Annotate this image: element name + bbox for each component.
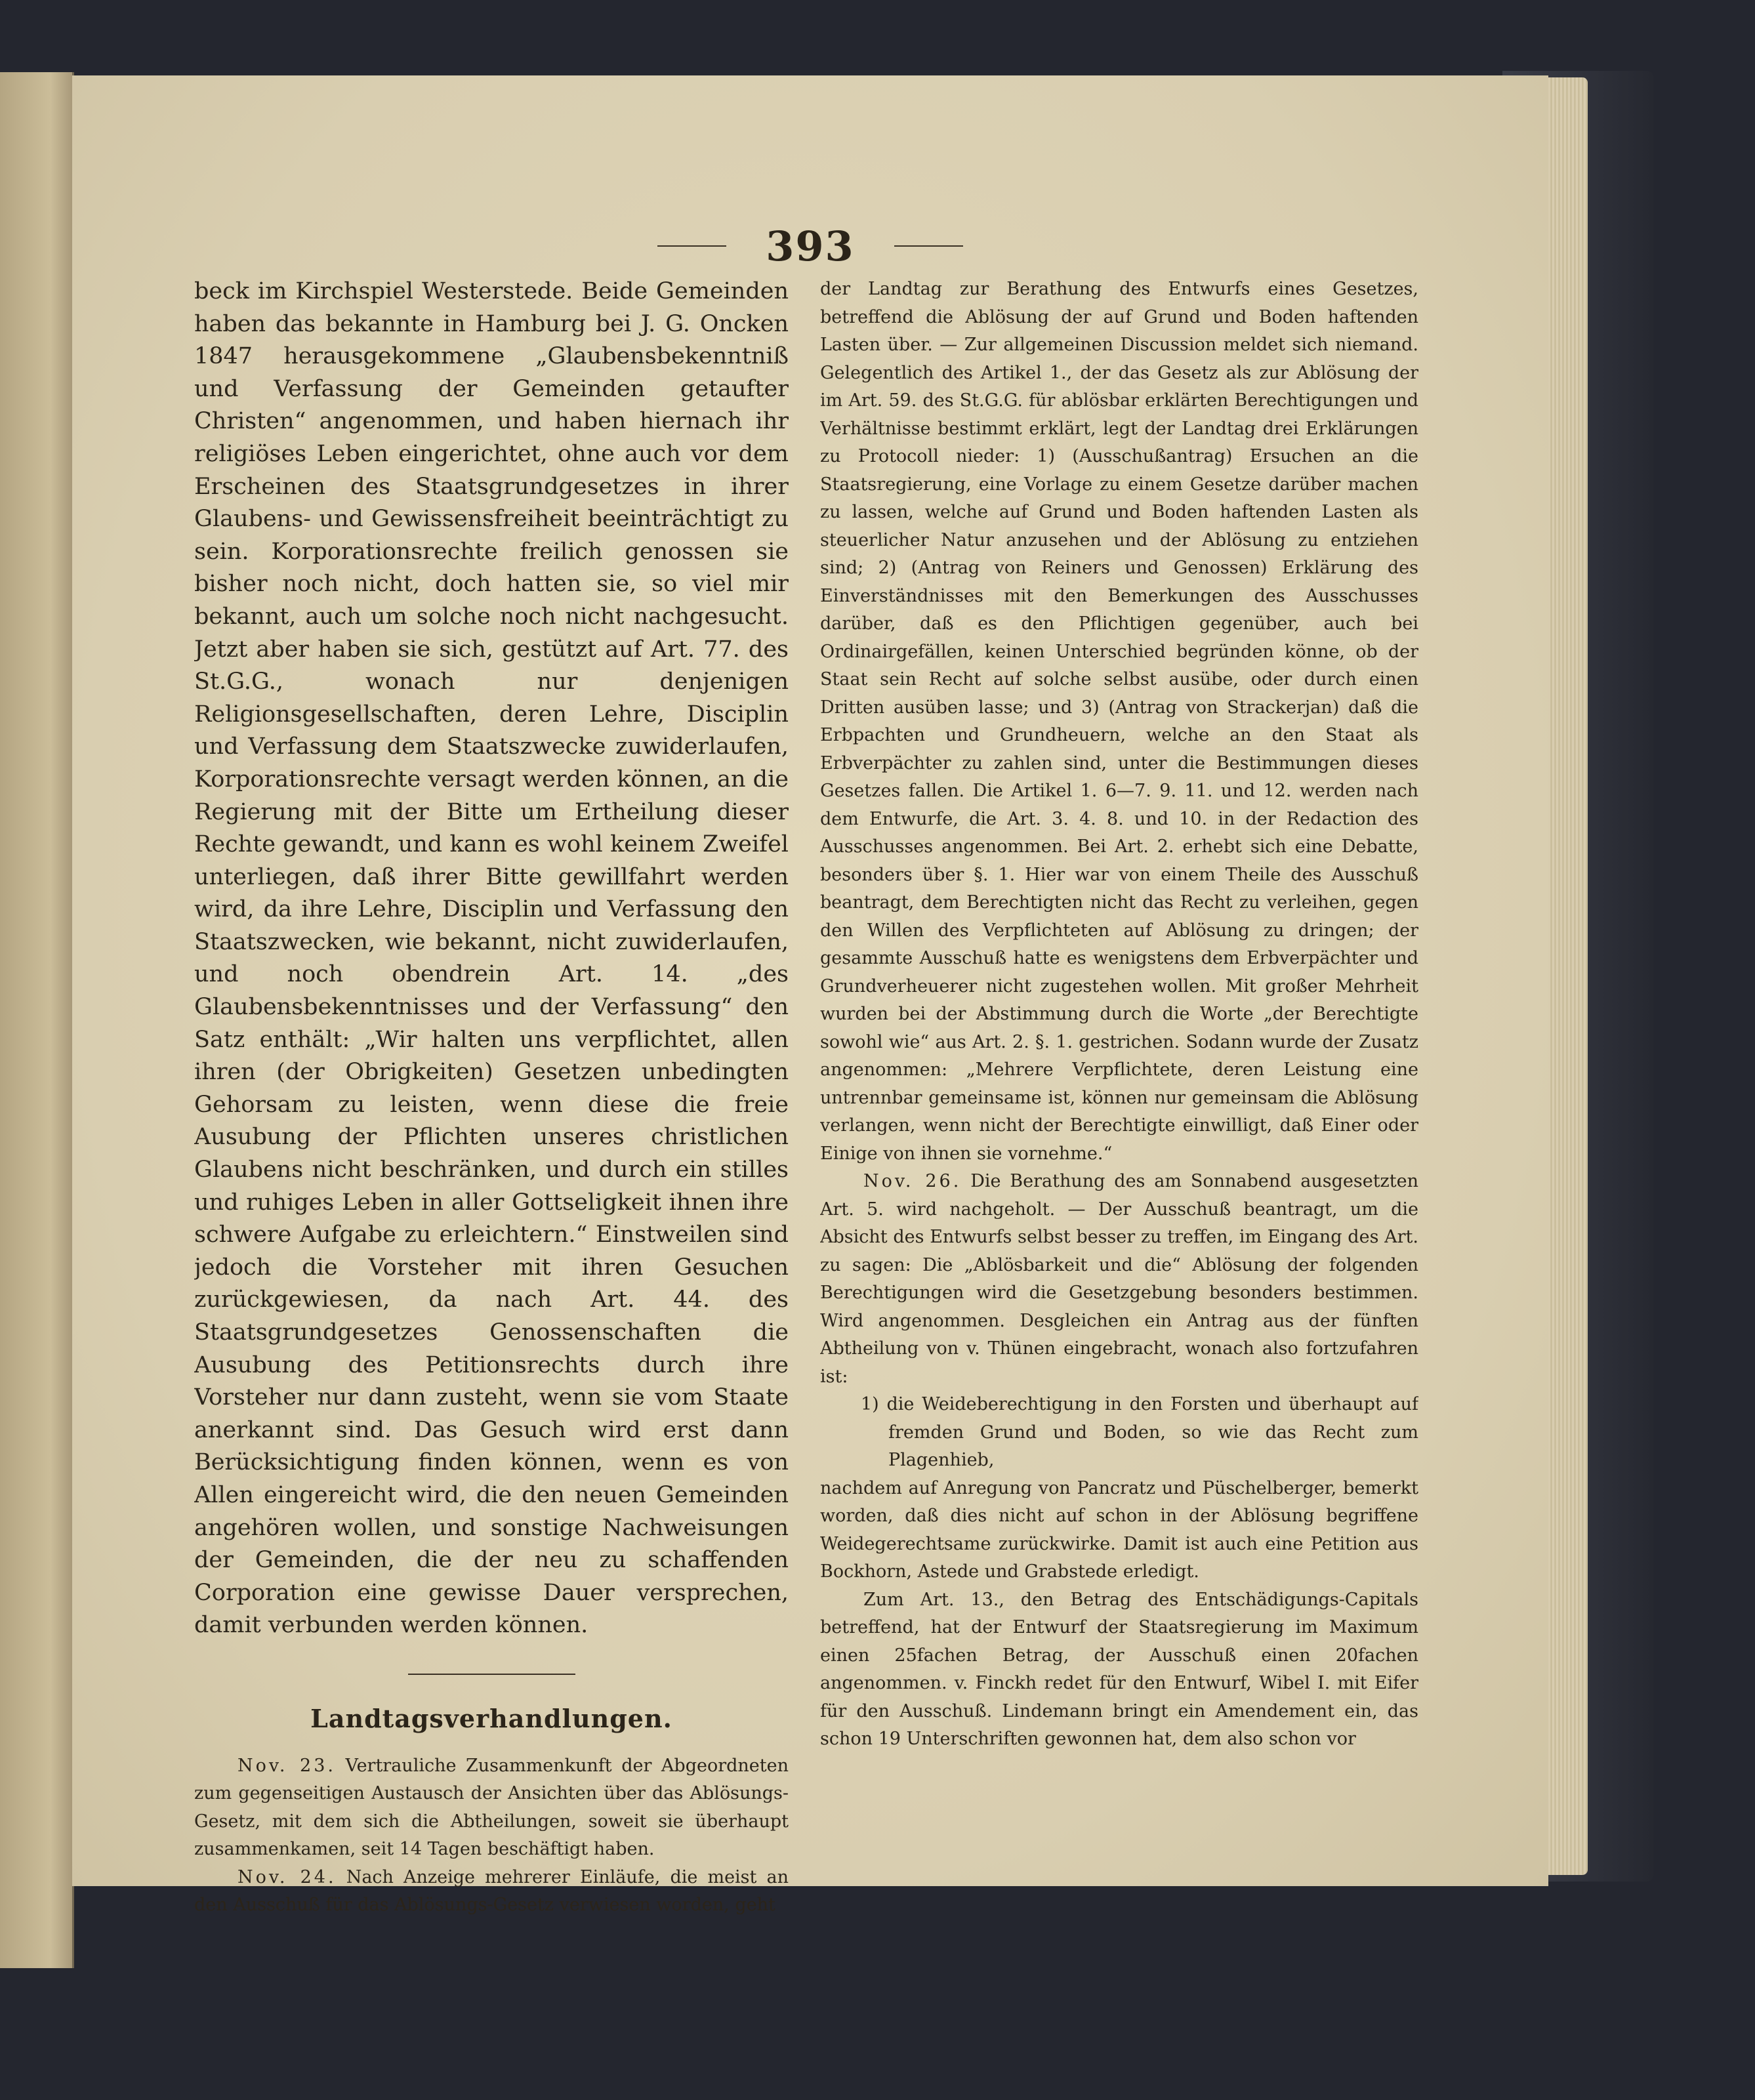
left-main-paragraph: beck im Kirchspiel Westerstede. Beide Gemeinden haben das bekannte in Hamburg bei J. G. Oncken 1847 herausgekommene „Glaubensbekenntniß und Verfassung der Gemeinden getaufter Christen“ angenommen, und haben hiernach ihr religiöses Leben eingerichtet, ohne auch vor dem Erscheinen des Staatsgrundgesetzes in ihrer Glaubens- und Gewissensfreiheit beeinträchtigt zu sein. Korporationsrechte freilich genossen sie bisher noch nicht, doch hatten sie, so viel mir bekannt, auch um solche noch nicht nachgesucht. Jetzt aber haben sie sich, gestützt auf Art. 77. des St.G.G., wonach nur denjenigen Religionsgesellschaften, deren Lehre, Disciplin und Verfassung dem Staatszwecke zuwiderlaufen, Korporationsrechte versagt werden können, an die Regierung mit der Bitte um Ertheilung dieser Rechte gewandt, und kann es wohl keinem Zweifel unterliegen, daß ihrer Bitte gewillfahrt werden wird, da ihre Lehre, Disciplin und Verfassung den Staatszwecken, wie bekannt, nicht zuwiderlaufen, und noch obendrein Art. 14. „des Glaubensbekenntnisses und der Verfassung“ den Satz enthält: „Wir halten uns verpflichtet, allen ihren (der Obrigkeiten) Gesetzen unbedingten Gehorsam zu leisten, wenn diese die freie Ausubung der Pflichten unseres christlichen Glaubens nicht beschränken, und durch ein stilles und ruhiges Leben in aller Gottseligkeit ihnen ihre schwere Aufgabe zu erleichtern.“ Einstweilen sind jedoch die Vorsteher mit ihren Gesuchen zurückgewiesen, da nach Art. 44. des Staatsgrundgesetzes Genossenschaften die Ausubung des Petitionsrechts durch ihre Vorsteher nur dann zusteht, wenn sie vom Staate anerkannt sind. Das Gesuch wird erst dann Berücksichtigung finden können, wenn es von Allen eingereicht wird, die den neuen Gemeinden angehören wollen, und sonstige Nachweisungen der Gemeinden, die der neu zu schaffenden Corporation eine gewisse Dauer versprechen, damit verbunden werden können. bbox=[194, 278, 789, 1639]
entry-nov-26 bbox=[820, 1168, 1418, 1391]
entry-nov-23 bbox=[194, 1752, 789, 1864]
entry-date: Nov. 23. bbox=[237, 1755, 336, 1776]
entry-text: Nach Anzeige mehrerer Einläufe, die meist an den Ausschuß für das Ablösungs-Gesetz verwiesen worden, geht bbox=[194, 1866, 789, 1916]
entry-nov-24 bbox=[194, 1864, 789, 1920]
right-column bbox=[820, 276, 1418, 1754]
left-column bbox=[194, 276, 789, 1920]
section-title: Landtagsverhandlungen. bbox=[310, 1703, 672, 1733]
right-paragraph-1: der Landtag zur Berathung des Entwurfs eines Gesetzes, betreffend die Ablösung der auf Grund und Boden haftenden Lasten über. — Zur allgemeinen Discussion meldet sich niemand. Gelegentlich des Artikel 1., der das Gesetz als zur Ablösung der im Art. 59. des St.G.G. für ablösbar erklärten Berechtigungen und Verhältnisse bestimmt erklärt, legt der Landtag drei Erklärungen zu Protocoll nieder: 1) (Ausschußantrag) Ersuchen an die Staatsregierung, eine Vorlage zu einem Gesetze darüber machen zu lassen, welche auf Grund und Boden haftenden Lasten als steuerlicher Natur anzusehen und der Ablösung zu entziehen sind; 2) (Antrag von Reiners und Genossen) Erklärung des Einverständnisses mit den Bemerkungen des Ausschusses darüber, daß es den Pflichtigen gegenüber, auch bei Ordinairgefällen, keinen Unterschied begründen könne, ob der Staat sein Recht auf solche selbst ausübe, oder durch einen Dritten ausüben lasse; und 3) (Antrag von Strackerjan) daß die Erbpachten und Grundheuern, welche an den Staat als Erbverpächter zu zahlen sind, unter die Bestimmungen dieses Gesetzes fallen. Die Artikel 1. 6—7. 9. 11. und 12. werden nach dem Entwurfe, die Art. 3. 4. 8. und 10. in der Redaction des Ausschusses angenommen. Bei Art. 2. erhebt sich eine Debatte, besonders über §. 1. Hier war von einem Theile des Ausschuß beantragt, dem Berechtigten nicht das Recht zu verleihen, gegen den Willen des Verpflichteten auf Ablösung zu dringen; der gesammte Ausschuß hatte es wenigstens dem Erbverpächter und Grundverheuerer nicht zugestehen wollen. Mit großer Mehrheit wurden bei der Abstimmung durch die Worte „der Berechtigte sowohl wie“ aus Art. 2. §. 1. gestrichen. Sodann wurde der Zusatz angenommen: „Mehrere Verpflichtete, deren Leistung eine untrennbar gemeinsame ist, können nur gemeinsam die Ablösung verlangen, wenn nicht der Berechtigte einwilligt, daß Einer oder Einige von ihnen sie vornehme.“ bbox=[820, 279, 1418, 1164]
header-rule-right bbox=[894, 245, 963, 247]
page-header bbox=[72, 210, 1548, 282]
book-page bbox=[72, 75, 1548, 1916]
entry-date: Nov. 26. bbox=[863, 1171, 962, 1191]
list-item: 1) die Weideberechtigung in den Forsten und überhaupt auf fremden Grund und Boden, so wie das Recht zum Plagenhieb, bbox=[861, 1394, 1418, 1470]
entry-date: Nov. 24. bbox=[237, 1866, 337, 1887]
entry-text: Die Berathung des am Sonnabend ausgesetzten Art. 5. wird nachgeholt. — Der Ausschuß beantragt, um die Absicht des Entwurfs selbst besser zu treffen, im Eingang des Art. zu sagen: Die „Ablösbarkeit und die“ Ablösung der folgenden Berechtigungen wird die Gesetzgebung besonders bestimmen. Wird angenommen. Desgleichen ein Antrag aus der fünften Abtheilung von v. Thünen eingebracht, wonach also fortzufahren ist: bbox=[820, 1171, 1418, 1387]
entry-text: Vertrauliche Zusammenkunft der Abgeordneten zum gegenseitigen Austausch der Ansichten über das Ablösungs-Gesetz, mit dem sich die Abtheilungen, soweit sie überhaupt zusammenkamen, seit 14 Tagen beschäftigt haben. bbox=[194, 1755, 789, 1860]
right-paragraph-art-13: Zum Art. 13., den Betrag des Entschädigungs-Capitals betreffend, hat der Entwurf der Staatsregierung im Maximum einen 25fachen Betrag, der Ausschuß einen 20fachen angenommen. v. Finckh redet für den Entwurf, Wibel I. mit Eifer für den Ausschuß. Lindemann bringt ein Amendement ein, das schon 19 Unterschriften gewonnen hat, dem also schon vor bbox=[820, 1589, 1418, 1749]
right-paragraph-after-list: nachdem auf Anregung von Pancratz und Püschelberger, bemerkt worden, daß dies nicht auf schon in der Ablösung begriffene Weidegerechtsame zurückwirke. Damit ist auch eine Petition aus Bockhorn, Astede und Grabstede erledigt. bbox=[820, 1477, 1418, 1582]
page-number: 393 bbox=[766, 222, 855, 270]
section-divider bbox=[408, 1674, 575, 1675]
header-rule-left bbox=[657, 245, 726, 247]
left-page-edge bbox=[0, 72, 74, 1968]
